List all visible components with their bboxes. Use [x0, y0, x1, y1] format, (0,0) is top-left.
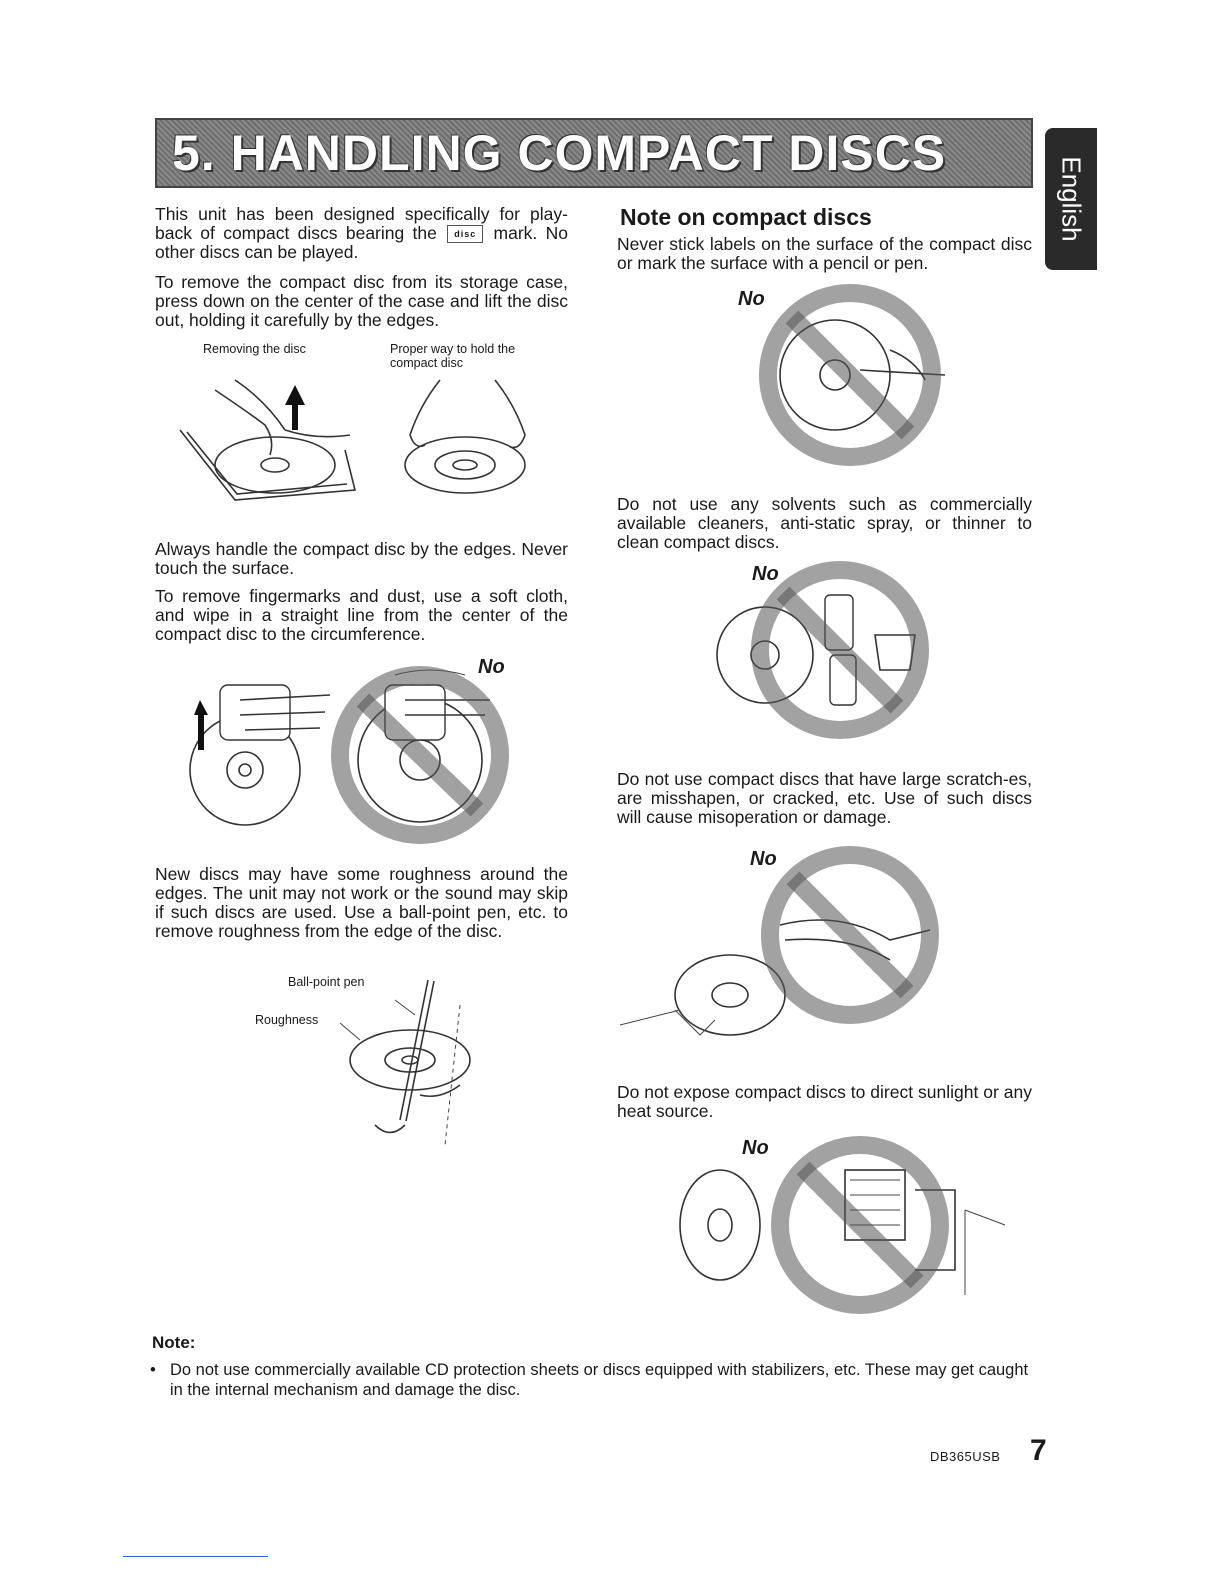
roughness-paragraph: New discs may have some roughness around the edges. The unit may not work or the sound may skip if such discs are used. Use a ball-point pen, etc. to remove roughness from the edge of the disc.	[155, 864, 568, 941]
intro-text-end: mark. No other discs can be played.	[155, 223, 568, 263]
no-label-labels: No	[738, 288, 765, 310]
no-label-scratches: No	[750, 848, 777, 870]
section-heading: Note on compact discs	[620, 204, 872, 230]
removing-disc-illustration	[175, 370, 375, 510]
remove-instructions: To remove the compact disc from its storage case, press down on the center of the case and lift the disc out, holding it carefully by the edges.	[155, 272, 568, 330]
no-label-heat: No	[742, 1137, 769, 1159]
no-solvents-illustration	[715, 555, 945, 745]
language-tab-label: English	[1056, 156, 1087, 242]
no-label-solvents: No	[752, 563, 779, 585]
wiping-disc-illustration	[180, 660, 510, 850]
label-ballpoint-pen: Ball-point pen	[288, 975, 365, 989]
model-number: DB365USB	[930, 1449, 1001, 1464]
handle-edges-paragraph: Always handle the compact disc by the edges. Never touch the surface.	[155, 539, 568, 578]
page-title: 5. HANDLING COMPACT DISCS	[172, 125, 947, 181]
bottom-rule	[123, 1556, 268, 1557]
no-label-wipe: No	[478, 656, 505, 678]
scratches-paragraph: Do not use compact discs that have large scratch-es, are misshapen, or cracked, etc. Use of such discs will cause misoperation or damage.	[617, 769, 1032, 827]
labels-paragraph: Never stick labels on the surface of the compact disc or mark the surface with a pencil or pen.	[617, 234, 1032, 273]
note-bullet-text: Do not use commercially available CD protection sheets or discs equipped with stabilizers, etc. These may get caught in the internal mechanism and damage the disc.	[170, 1361, 1029, 1399]
solvents-paragraph: Do not use any solvents such as commercially available cleaners, anti-static spray, or thinner to clean compact discs.	[617, 494, 1032, 552]
intro-text-start: This unit has been designed specifically for play-back of compact discs bearing the	[155, 204, 568, 243]
label-roughness: Roughness	[255, 1013, 319, 1027]
no-labels-illustration	[740, 280, 960, 470]
language-tab	[1045, 128, 1097, 270]
page-number: 7	[1030, 1434, 1047, 1467]
proper-hold-illustration	[400, 375, 550, 500]
wipe-paragraph: To remove fingermarks and dust, use a soft cloth, and wipe in a straight line from the center of the compact disc to the circumference.	[155, 586, 568, 644]
no-scratched-disc-illustration	[620, 840, 950, 1055]
heat-paragraph: Do not expose compact discs to direct sunlight or any heat source.	[617, 1082, 1032, 1121]
no-heat-illustration	[675, 1130, 1015, 1310]
caption-removing-disc: Removing the disc	[203, 342, 306, 356]
ballpoint-pen-illustration	[320, 975, 480, 1175]
note-label: Note:	[152, 1333, 196, 1352]
bullet-icon: •	[150, 1361, 156, 1379]
caption-proper-hold: Proper way to hold the compact disc	[390, 342, 516, 370]
compact-disc-logo: disc	[447, 225, 483, 243]
intro-paragraph	[155, 205, 568, 262]
